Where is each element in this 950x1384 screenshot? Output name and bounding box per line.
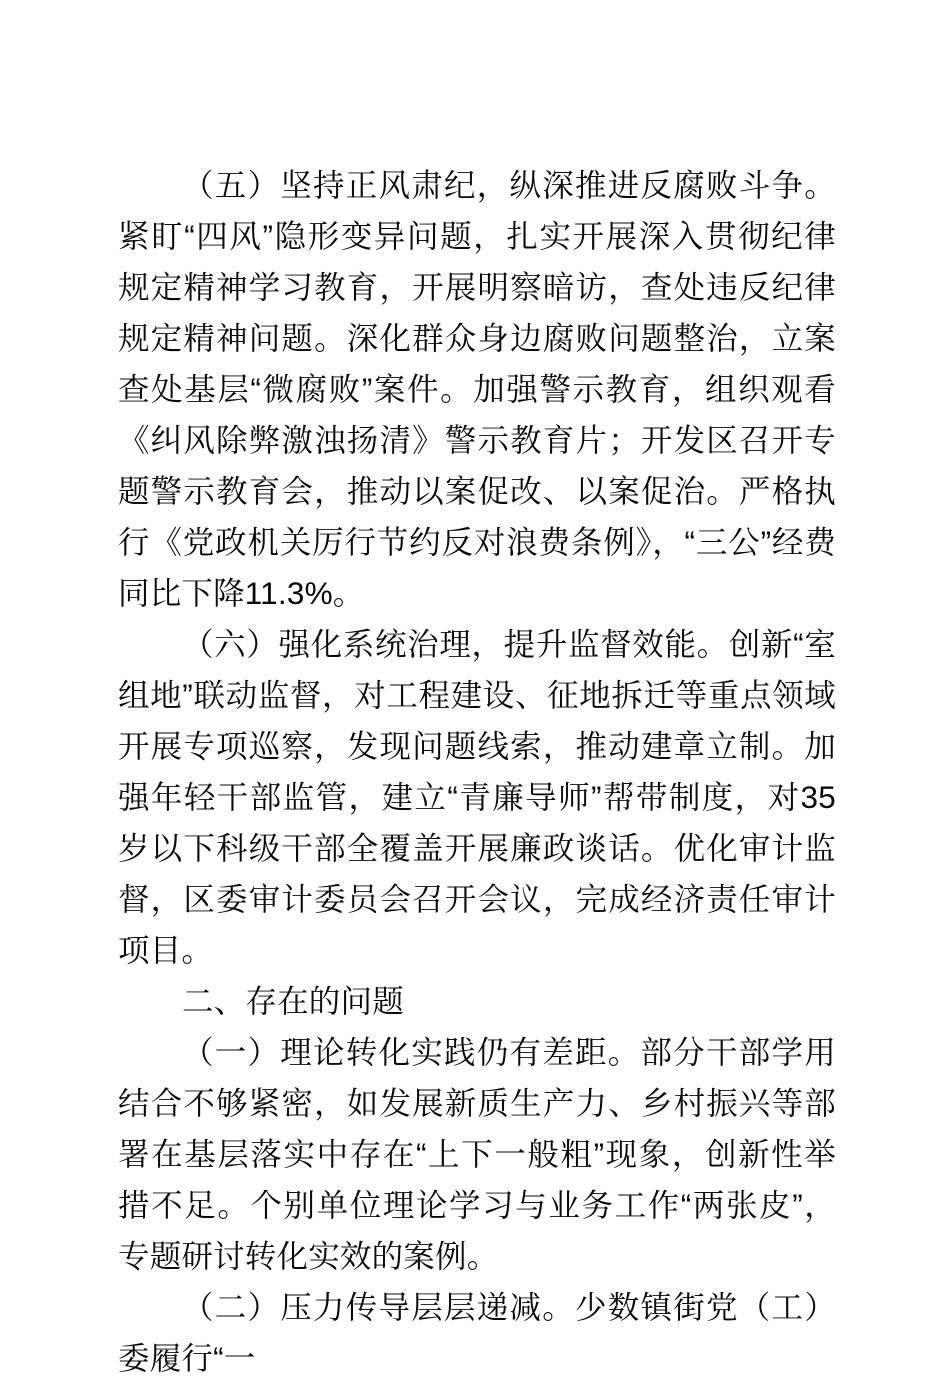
- text-column: [118, 160, 836, 1384]
- paragraph-five: （五）坚持正风肃纪，纵深推进反腐败斗争。紧盯“四风”隐形变异问题，扎实开展深入贯彻纪律规定精神学习教育，开展明察暗访，查处违反纪律规定精神问题。深化群众身边腐败问题整治，立案查处基层“微腐败”案件。加强警示教育，组织观看《纠风除弊激浊扬清》警示教育片；开发区召开专题警示教育会，推动以案促改、以案促治。严格执行《党政机关厉行节约反对浪费条例》，“三公”经费同比下降11.3%。: [118, 167, 836, 611]
- paragraph-two: （二）压力传导层层递减。少数镇街党（工）委履行“一: [118, 1289, 836, 1376]
- paragraph-one: （一）理论转化实践仍有差距。部分干部学用结合不够紧密，如发展新质生产力、乡村振兴等部署在基层落实中存在“上下一般粗”现象，创新性举措不足。个别单位理论学习与业务工作“两张皮”，专题研讨转化实效的案例。: [118, 1034, 836, 1274]
- section-heading-problems: 二、存在的问题: [182, 983, 404, 1019]
- paragraph-six: （六）强化系统治理，提升监督效能。创新“室组地”联动监督，对工程建设、征地拆迁等重点领域开展专项巡察，发现问题线索，推动建章立制。加强年轻干部监管，建立“青廉导师”帮带制度，对35岁以下科级干部全覆盖开展廉政谈话。优化审计监督，区委审计委员会召开会议，完成经济责任审计项目。: [118, 626, 836, 968]
